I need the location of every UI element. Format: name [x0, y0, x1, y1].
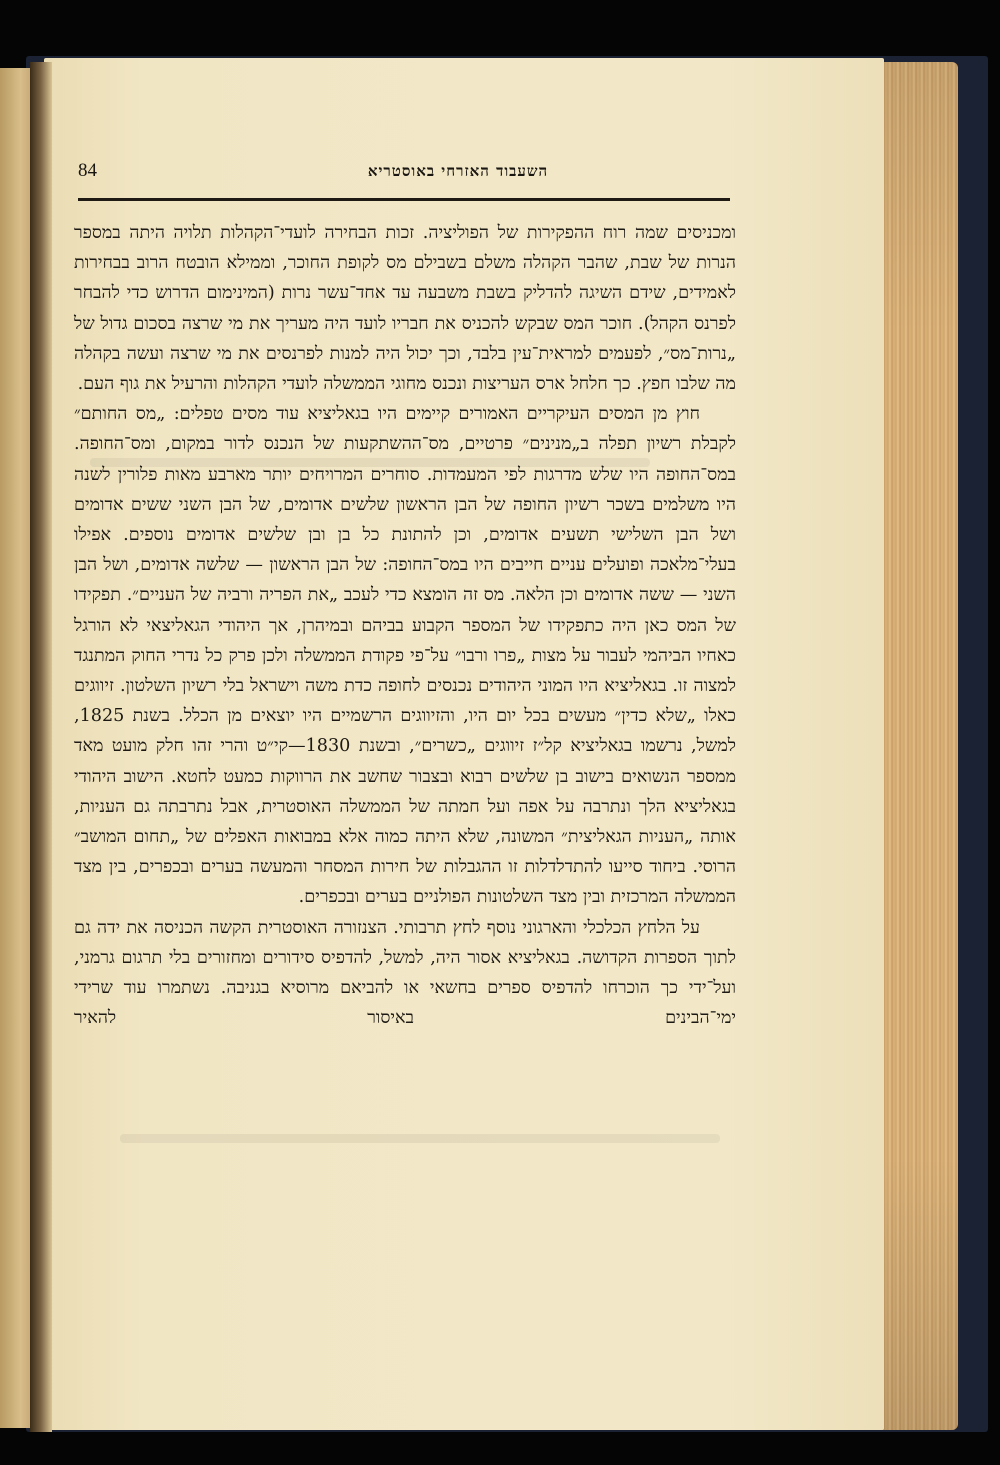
running-head	[78, 160, 726, 194]
paragraph: חוץ מן המסים העיקריים האמורים קיימים היו בגאליציא עוד מסים טפלים: „מס החותם״ לקבלת רשיון תפלה ב„מנינים״ פרטיים, מס־ההשתקעות של הנכנס לדור במקום, ומס־החופה. במס־החופה היו שלש מדרגות לפי המעמדות. סוחרים המרויחים יותר מארבע מאות פלורין לשנה היו משלמים בשכר רשיון החופה של הבן הראשון שלשים אדומים, של הבן השני ששים אדומים ושל הבן השלישי תשעים אדומים, וכן להתונת כל בן ובן שלשים אדומים נוספים. אפילו בעלי־מלאכה ופועלים עניים חייבים היו במס־החופה: של הבן הראשון — שלשה אדומים, ושל הבן השני — ששה אדומים וכן הלאה. מס זה הומצא כדי לעכב „את הפריה ורביה של העניים״. תפקידו של המס כאן היה כתפקידו של המספר הקבוע בביהם ובמיהרן, אך היהודי הגאליצאי לא הורגל כאחיו הביהמי לעבור על מצות „פרו ורבו״ על־פי פקודת הממשלה ולכן פרק כל נדרי החוק המתנגד למצוה זו. בגאליציא היו המוני היהודים נכנסים לחופה כדת משה וישראל בלי רשיון השלטון. זיווגים כאלו „שלא כדין״ מעשים בכל יום היו, והזיווגים הרשמיים היו יוצאים מן הכלל. בשנת 1825, למשל, נרשמו בגאליציא קל״ז זיווגים „כשרים״, ובשנת 1830—קי״ט והרי זהו חלק מועט מאד ממספר הנשואים בישוב בן שלשים רבוא ובצבור שחשב את הרווקות כמעט לחטא. הישוב היהודי בגאליציא הלך ונתרבה על אפה ועל חמתה של הממשלה האוסטרית, אבל נתרבתה גם העניות, אותה „העניות הגאליצית״ המשונה, שלא היתה כמוה אלא במבואות האפלים של „תחום המושב״ הרוסי. ביחוד סייעו להתדלדלות זו ההגבלות של חירות המסחר והמעשה בערים ובכפרים, בין מצד הממשלה המרכזית ובין מצד השלטונות הפולניים בערים ובכפרים.	[74, 404, 736, 908]
body-text	[74, 218, 736, 1278]
running-head-title: השעבוד האזרחי באוסטריא	[367, 162, 549, 180]
paragraph: ומכניסים שמה רוח ההפקירות של הפוליציה. זכות הבחירה לועדי־הקהלות תלויה היתה במספר הנרות של שבת, שהבר הקהלה משלם בשבילם מס לקופת החוכר, וממילא הובטח הרוב בבחירות לאמידים, שידם השיגה להדליק בשבת משבעה עד אחד־עשר נרות (המינימום הדרוש כדי להבחר לפרנס הקהל). חוכר המס שבקש להכניס את חבריו לועד היה מעריך את מי שרצה בסכום גדול של „נרות־מס״, לפעמים למראית־עין בלבד, וכך יכול היה למנות לפרנסים את מי שרצה ועשה בקהלה מה שלבו חפץ. כך חלחל ארס העריצות ונכנס מחוגי הממשלה לועדי הקהלות והרעיל את גוף העם.	[74, 223, 736, 395]
paragraph: על הלחץ הכלכלי והארגוני נוסף לחץ תרבותי. הצנזורה האוסטרית הקשה הכניסה את ידה גם לתוך הספרות הקדושה. בגאליציא אסור היה, למשל, להדפיס סידורים ומחזורים בלי תרגום גרמני, ועל־ידי כך הוכרחו להדפיס ספרים בחשאי או להביאם מרוסיא בגניבה. נשתמרו עוד שרידי ימי־הבינים באיסור להאיר	[74, 917, 736, 1029]
gutter-shadow	[30, 62, 52, 1432]
page-number: 84	[78, 160, 97, 181]
header-rule	[78, 198, 730, 201]
facing-page-edge	[0, 68, 34, 1428]
